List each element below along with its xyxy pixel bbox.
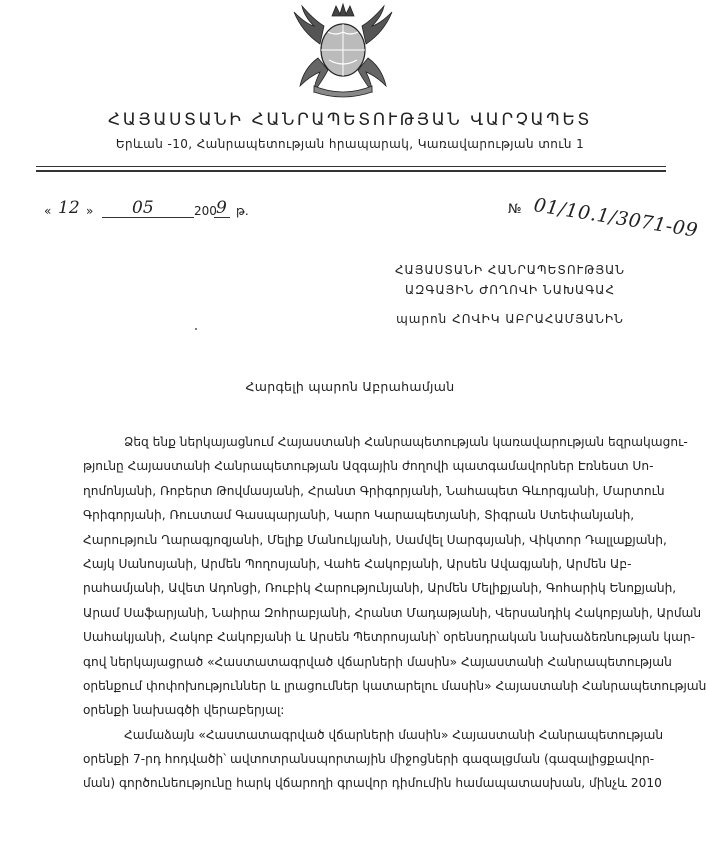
salutation: Հարգելի պարոն Աբրահամյան [245, 379, 455, 394]
letterhead-divider-thick [36, 170, 666, 172]
body-line: րահամյանի, Ավետ Ադոնցի, Ռուբիկ Հարությունյանի, Արմեն Մելիքյանի, Գոհարիկ Ենոքյանի, [83, 581, 677, 596]
letterhead-divider-thin [36, 166, 666, 167]
date-close-quote: » [86, 204, 94, 218]
date-year-prefix: 200 [194, 204, 217, 218]
date-month: 05 [132, 198, 154, 218]
document-number-value: 01/10.1/3071-09 [532, 194, 700, 242]
body-line: ման) գործունեությունը հարկ վճարողի գրավոր դիմումին համապատասխան, մինչև 2010 [83, 776, 662, 791]
body-line: Հարություն Ղարագյոզյանի, Մելիք Մանուկյանի, Սամվել Սարգսյանի, Վիկտոր Դալլաքյանի, [83, 532, 667, 547]
addressee-line-3: պարոն ՀՈՎԻԿ ԱԲՐԱՀԱՄՅԱՆԻՆ [396, 312, 624, 326]
body-line: օրենքի նախագծի վերաբերյալ: [83, 703, 285, 718]
organization-address: Երևան -10, Հանրապետության հրապարակ, Կառավարության տուն 1 [115, 137, 585, 151]
addressee-line-2: ԱԶԳԱՅԻՆ ԺՈՂՈՎԻ ՆԱԽԱԳԱՀ [404, 283, 616, 297]
body-line: Արամ Սաֆարյանի, Նաիրա Զոհրաբյանի, Հրանտ Մադաթյանի, Վերսանդիկ Հակոբյանի, Արման [83, 605, 702, 620]
body-line: Սահակյանի, Հակոբ Հակոբյանի և Արսեն Պետրոսյանի՝ օրենսդրական նախաձեռնության կար- [83, 630, 696, 645]
body-line: Հայկ Սանոսյանի, Արմեն Պողոսյանի, Վահե Հակոբյանի, Արսեն Ավագյանի, Արմեն Աբ- [83, 556, 632, 571]
document-number-prefix: № [508, 202, 522, 217]
organization-title: ՀԱՅԱՍՏԱՆԻ ՀԱՆՐԱՊԵՏՈՒԹՅԱՆ ՎԱՐՉԱՊԵՏ [107, 110, 592, 130]
body-line: Գրիգորյանի, Ռուստամ Գասպարյանի, Կարո Կարապետյանի, Տիգրան Ստեփանյանի, [83, 508, 635, 523]
date-year-underline [214, 217, 230, 218]
body-line: Ձեզ ենք ներկայացնում Հայաստանի Հանրապետության կառավարության եզրակացու- [124, 435, 688, 449]
document-number [508, 194, 700, 242]
body-line: օրենքի 7-րդ հոդվածի՝ ավտոտրանսպորտային միջոցների գազալցման (գազալիցքավոր- [83, 752, 655, 767]
date-year-suffix: 9 [216, 198, 227, 218]
body-line: Համաձայն «Հաստատագրված վճարների մասին» Հայաստանի Հանրապետության [124, 727, 664, 742]
letter-body [83, 430, 706, 796]
scan-speck [195, 328, 197, 330]
addressee-line-1: ՀԱՅԱՍՏԱՆԻ ՀԱՆՐԱՊԵՏՈՒԹՅԱՆ [394, 263, 626, 277]
armenian-coat-of-arms-icon [284, 2, 402, 96]
body-line: գով ներկայացրած «Հաստատագրված վճարների մասին» Հայաստանի Հանրապետության [83, 654, 672, 669]
date-open-quote: « [44, 204, 52, 218]
body-line: օրենքում փոփոխություններ և լրացումներ կատարելու մասին» Հայաստանի Հանրապետության [83, 678, 706, 693]
body-line: ղոմոնյանի, Ռոբերտ Թովմասյանի, Հրանտ Գրիգորյանի, Նահապետ Գևորգյանի, Մարտուն [83, 483, 665, 498]
date-day: 12 [58, 198, 80, 218]
date-line [44, 196, 304, 224]
date-suffix: թ. [236, 204, 249, 218]
body-line: թյունը Հայաստանի Հանրապետության Ազգային ժողովի պատգամավորներ Էռնեստ Սո- [83, 459, 654, 474]
